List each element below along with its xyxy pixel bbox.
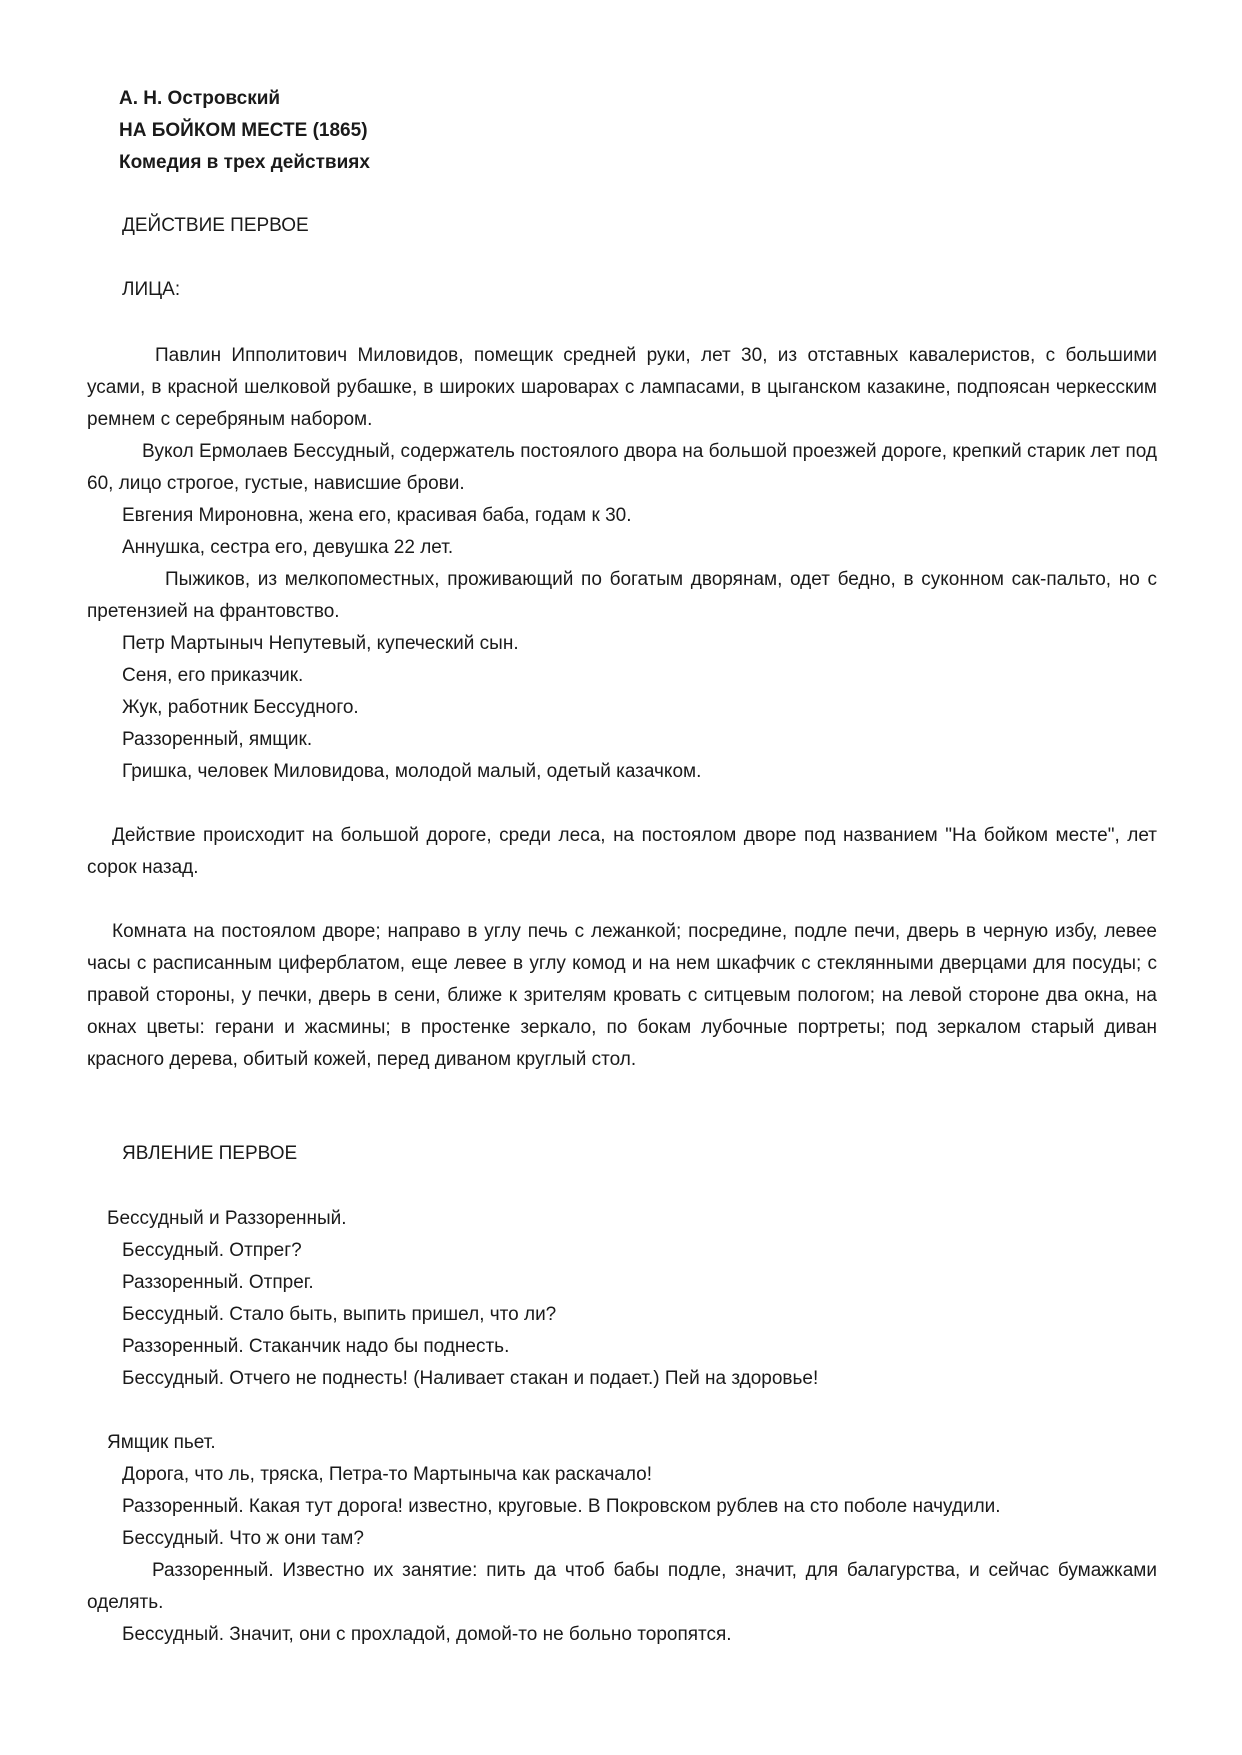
person-entry: Гришка, человек Миловидова, молодой малый, одетый казачком. [122, 761, 702, 782]
person-entry: Жук, работник Бессудного. [122, 697, 359, 718]
setting-paragraph: Действие происходит на большой дороге, среди леса, на постоялом дворе под названием "На бойком месте", лет сорок назад. [87, 825, 1157, 878]
act-heading: ДЕЙСТВИЕ ПЕРВОЕ [122, 215, 309, 236]
room-description: Комната на постоялом дворе; направо в углу печь с лежанкой; посредине, подле печи, дверь в черную избу, левее часы с расписанным циферблатом, еще левее в углу комод и на нем шкафчик с стеклянными дверцами для посуды; с правой стороны, у печки, дверь в сени, ближе к зрителям кровать с ситцевым пологом; на левой стороне два окна, на окнах цветы: герани и жасмины; в простенке зеркало, по бокам лубочные портреты; под зеркалом старый диван красного дерева, обитый кожей, перед диваном круглый стол. [87, 921, 1157, 1070]
person-entry: Сеня, его приказчик. [122, 665, 304, 686]
dialogue-line: Бессудный. Отпрег? [122, 1240, 302, 1261]
dialogue-line: Раззоренный. Стаканчик надо бы поднесть. [122, 1336, 510, 1357]
scene-persons: Бессудный и Раззоренный. [107, 1208, 347, 1229]
dialogue-line: Раззоренный. Отпрег. [122, 1272, 314, 1293]
person-entry: Вукол Ермолаев Бессудный, содержатель постоялого двора на большой проезжей дороге, крепкий старик лет под 60, лицо строгое, густые, нависшие брови. [87, 441, 1157, 494]
stage-direction: Ямщик пьет. [107, 1432, 216, 1453]
dialogue-line: Бессудный. Значит, они с прохладой, домой-то не больно торопятся. [122, 1624, 732, 1645]
person-entry: Аннушка, сестра его, девушка 22 лет. [122, 537, 454, 558]
person-entry: Петр Мартыныч Непутевый, купеческий сын. [122, 633, 519, 654]
persons-heading: ЛИЦА: [122, 279, 181, 300]
play-subtitle: Комедия в трех действиях [119, 152, 370, 173]
dialogue-line: Бессудный. Стало быть, выпить пришел, что ли? [122, 1304, 557, 1325]
play-title: НА БОЙКОМ МЕСТЕ (1865) [119, 120, 368, 141]
dialogue-line: Бессудный. Что ж они там? [122, 1528, 364, 1549]
dialogue-line: Раззоренный. Какая тут дорога! известно, круговые. В Покровском рублев на сто поболе начудили. [122, 1496, 1001, 1517]
person-entry: Раззоренный, ямщик. [122, 729, 313, 750]
dialogue-line: Раззоренный. Известно их занятие: пить да чтоб бабы подле, значит, для балагурства, и сейчас бумажками оделять. [87, 1560, 1157, 1613]
scene-heading: ЯВЛЕНИЕ ПЕРВОЕ [122, 1143, 298, 1164]
author: А. Н. Островский [119, 88, 281, 109]
person-entry: Пыжиков, из мелкопоместных, проживающий по богатым дворянам, одет бедно, в суконном сак-пальто, но с претензией на франтовство. [87, 569, 1157, 622]
person-entry: Павлин Ипполитович Миловидов, помещик средней руки, лет 30, из отставных кавалеристов, с большими усами, в красной шелковой рубашке, в широких шароварах с лампасами, в цыганском казакине, подпоясан черкесским ремнем с серебряным набором. [87, 345, 1157, 430]
dialogue-line: Дорога, что ль, тряска, Петра-то Мартыныча как раскачало! [122, 1464, 653, 1485]
dialogue-line: Бессудный. Отчего не поднесть! (Наливает стакан и подает.) Пей на здоровье! [122, 1368, 819, 1389]
person-entry: Евгения Мироновна, жена его, красивая баба, годам к 30. [122, 505, 632, 526]
